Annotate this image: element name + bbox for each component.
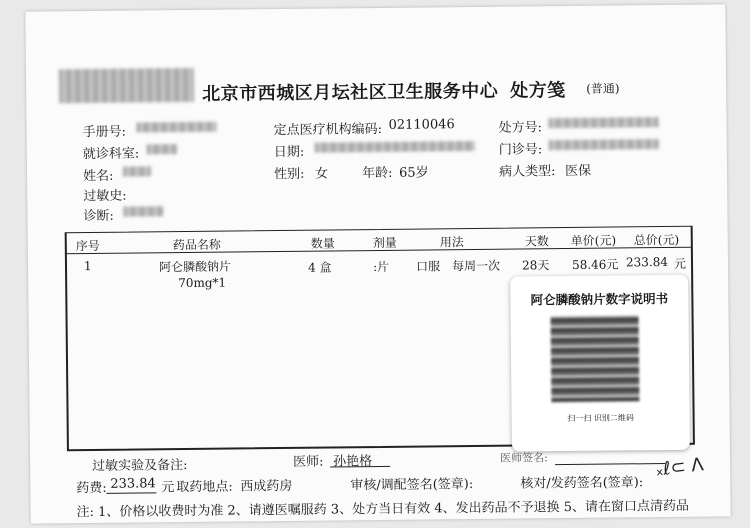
fee-unit: 元: [161, 480, 175, 496]
dept-label: 就诊科室:: [82, 146, 140, 163]
outpatient-no-label: 门诊号:: [498, 142, 543, 158]
pharmacist-signature-line: [555, 463, 665, 465]
redacted-dept: [147, 144, 177, 154]
document-title: 处方笺: [510, 80, 566, 102]
col-header-dosage: 剂量: [372, 235, 397, 251]
footer-notes: 注: 1、价格以收费时为准 2、请遵医嘱服药 3、处方当日有效 4、发出药品不予退换 5、请在窗口点清药品: [76, 498, 690, 521]
row-1-dosage: :片: [372, 259, 390, 275]
qr-code[interactable]: [551, 315, 640, 402]
col-header-total-price: 总价(元): [633, 232, 680, 248]
row-1-total-price: 233.84: [625, 254, 669, 270]
digital-leaflet-card[interactable]: [510, 275, 690, 452]
institution-code: 02110046: [388, 117, 455, 133]
redacted-record-no: [137, 122, 217, 133]
fee-underline: [106, 492, 156, 494]
pickup-label: 取药地点:: [176, 479, 233, 496]
prescription-no-label: 处方号:: [498, 120, 543, 136]
prescription-type-tag: (普通): [586, 81, 620, 96]
center-name: 北京市西城区月坛社区卫生服务中心: [202, 80, 499, 105]
row-1-total-unit: 元: [673, 256, 687, 271]
gender-label: 性别:: [273, 166, 305, 183]
allergy-test-label: 过敏实验及备注:: [92, 458, 188, 475]
col-header-no: 序号: [75, 238, 100, 254]
prescription-paper: [25, 4, 730, 523]
fee-value: 233.84: [110, 476, 156, 492]
redacted-outpatient-no: [549, 139, 659, 150]
date-label: 日期:: [273, 144, 305, 161]
dispense-signature-label: 核对/发药签名(签章):: [520, 475, 644, 492]
allergy-label: 过敏史:: [83, 188, 127, 205]
col-header-days: 天数: [524, 234, 549, 249]
col-header-usage: 用法: [439, 235, 464, 250]
row-1-days: 28天: [521, 258, 550, 273]
col-header-drug: 药品名称: [172, 237, 221, 253]
doctor-label: 医师:: [292, 454, 324, 470]
redacted-diagnosis: [123, 206, 163, 216]
row-1-spec: 70mg*1: [178, 275, 227, 291]
name-label: 姓名:: [82, 168, 114, 185]
redacted-prescription-no: [548, 117, 658, 128]
handwritten-signature: ᙮ℓ⊂ ⴷ: [654, 454, 705, 481]
fee-label: 药费:: [76, 480, 107, 497]
qr-card-title: 阿仑膦酸钠片数字说明书: [530, 290, 669, 308]
qr-card-caption: 扫一扫 识别二维码: [567, 413, 634, 424]
patient-type-label: 病人类型:: [498, 164, 556, 180]
col-header-unit-price: 单价(元): [570, 233, 617, 248]
record-no-label: 手册号:: [82, 124, 127, 141]
row-1-frequency: 每周一次: [451, 258, 501, 274]
institution-code-label: 定点医疗机构编码:: [273, 121, 383, 139]
age-label: 年龄:: [361, 165, 393, 182]
redacted-name: [123, 166, 151, 176]
redacted-date: [315, 141, 475, 153]
pickup-place: 西成药房: [240, 478, 293, 495]
patient-type-value: 医保: [564, 163, 592, 180]
age-value: 65岁: [398, 165, 429, 181]
gender-value: 女: [314, 166, 329, 182]
pharmacist-signature-label: 医师签名:: [499, 451, 548, 465]
col-header-qty: 数量: [310, 236, 335, 251]
row-1-drug: 阿仑膦酸钠片: [158, 259, 232, 275]
redacted-logo: [59, 68, 194, 103]
row-1-no: 1: [83, 258, 92, 274]
review-signature-label: 审核/调配签名(签章):: [350, 477, 474, 494]
row-1-qty: 4 盒: [307, 260, 332, 275]
row-1-route: 口服: [415, 259, 441, 274]
diagnosis-label: 诊断:: [83, 208, 114, 225]
doctor-name: 孙艳格: [332, 454, 373, 470]
row-1-unit-price: 58.46元: [571, 257, 619, 272]
